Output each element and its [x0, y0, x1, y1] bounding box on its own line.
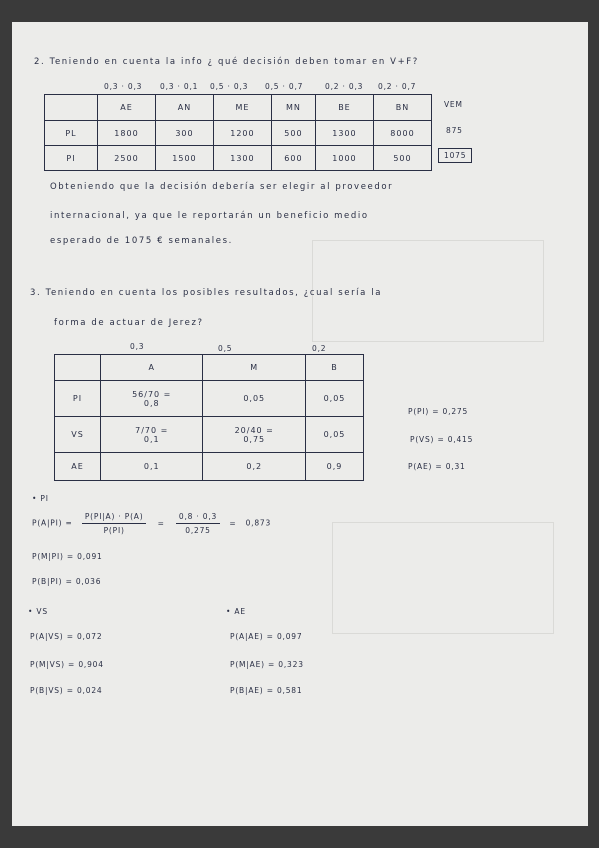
col-header: M [203, 355, 305, 381]
cell-line: 7/70 = [135, 425, 169, 435]
marginal-prob: P(AE) = 0,31 [408, 462, 466, 471]
section-heading-ae: • AE [226, 607, 246, 616]
col-header: ME [213, 95, 271, 121]
section-heading-vs: • VS [28, 607, 48, 616]
formula-fraction-values [176, 512, 220, 535]
cell-line: 20/40 = [234, 425, 274, 435]
formula-fraction [82, 512, 147, 535]
formula-denominator: P(PI) [103, 526, 125, 535]
row-label: AE [55, 453, 101, 481]
posterior-line: P(M|AE) = 0,323 [230, 660, 304, 669]
posterior-line: P(M|VS) = 0,904 [30, 660, 104, 669]
vem-value-pl: 875 [446, 126, 463, 135]
table-cell: 1200 [213, 121, 271, 146]
conclusion-line: esperado de 1075 € semanales. [50, 236, 233, 246]
cell-line: 0,75 [243, 434, 266, 444]
likelihood-table [54, 354, 364, 481]
prob-header: 0,3 · 0,3 [104, 82, 143, 91]
corner-cell [45, 95, 98, 121]
formula-lhs: P(A|PI) = [32, 518, 73, 528]
prob-header: 0,3 · 0,1 [160, 82, 199, 91]
col-header: AN [155, 95, 213, 121]
prob-header: 0,5 [218, 344, 233, 353]
table-cell: 0,05 [305, 381, 363, 417]
row-label: PI [45, 146, 98, 171]
prob-header: 0,2 · 0,7 [378, 82, 417, 91]
posterior-line: P(A|VS) = 0,072 [30, 632, 103, 641]
table-cell: 2500 [98, 146, 156, 171]
notebook-page [12, 22, 588, 826]
col-header: MN [271, 95, 315, 121]
question-3-prompt: 3. Teniendo en cuenta los posibles resultados, ¿cual sería la [30, 288, 383, 298]
table-cell [203, 417, 305, 453]
prob-header: 0,5 · 0,3 [210, 82, 249, 91]
col-header: BE [315, 95, 373, 121]
table-cell: 300 [155, 121, 213, 146]
table-cell: 8000 [373, 121, 431, 146]
conclusion-line: Obteniendo que la decisión debería ser elegir al proveedor [50, 182, 394, 192]
table-cell: 1300 [315, 121, 373, 146]
table-cell: 0,05 [305, 417, 363, 453]
bleed-through-grid [332, 522, 554, 634]
section-heading-pi: • PI [32, 494, 49, 503]
formula-numerator: 0,8 · 0,3 [176, 512, 220, 524]
table-cell: 0,9 [305, 453, 363, 481]
prob-header: 0,2 · 0,3 [325, 82, 364, 91]
col-header: A [101, 355, 203, 381]
table-cell: 500 [373, 146, 431, 171]
corner-cell [55, 355, 101, 381]
table-cell: 1800 [98, 121, 156, 146]
question-3-prompt: forma de actuar de Jerez? [54, 318, 204, 328]
bayes-formula [32, 512, 271, 535]
prob-header: 0,3 [130, 342, 145, 351]
col-header: B [305, 355, 363, 381]
row-label: PL [45, 121, 98, 146]
cell-line: 56/70 = [132, 389, 172, 399]
prob-header: 0,2 [312, 344, 327, 353]
marginal-prob: P(VS) = 0,415 [410, 435, 474, 444]
marginal-prob: P(PI) = 0,275 [408, 407, 469, 416]
table-cell: 500 [271, 121, 315, 146]
table-cell: 0,2 [203, 453, 305, 481]
posterior-line: P(B|PI) = 0,036 [32, 577, 102, 586]
table-cell [101, 381, 203, 417]
cell-line: 0,8 [143, 398, 160, 408]
posterior-line: P(M|PI) = 0,091 [32, 552, 103, 561]
equals-sign: = [157, 518, 165, 528]
table-cell: 1300 [213, 146, 271, 171]
table-cell: 0,1 [101, 453, 203, 481]
table-cell: 600 [271, 146, 315, 171]
vem-header: VEM [444, 100, 463, 109]
formula-result: 0,873 [245, 518, 272, 528]
row-label: VS [55, 417, 101, 453]
formula-denominator: 0,275 [185, 526, 211, 535]
col-header: AE [98, 95, 156, 121]
table-cell [101, 417, 203, 453]
row-label: PI [55, 381, 101, 417]
conclusion-line: internacional, ya que le reportarán un beneficio medio [50, 211, 369, 221]
payoff-table [44, 94, 432, 171]
posterior-line: P(B|VS) = 0,024 [30, 686, 103, 695]
posterior-line: P(B|AE) = 0,581 [230, 686, 303, 695]
vem-value-pi-highlighted: 1075 [438, 148, 472, 163]
cell-line: 0,1 [143, 434, 160, 444]
table-cell: 0,05 [203, 381, 305, 417]
col-header: BN [373, 95, 431, 121]
prob-header: 0,5 · 0,7 [265, 82, 304, 91]
posterior-line: P(A|AE) = 0,097 [230, 632, 303, 641]
equals-sign: = [229, 518, 237, 528]
question-2-prompt: 2. Teniendo en cuenta la info ¿ qué decisión deben tomar en V+F? [34, 57, 419, 67]
table-cell: 1000 [315, 146, 373, 171]
formula-numerator: P(PI|A) · P(A) [82, 512, 147, 524]
table-cell: 1500 [155, 146, 213, 171]
